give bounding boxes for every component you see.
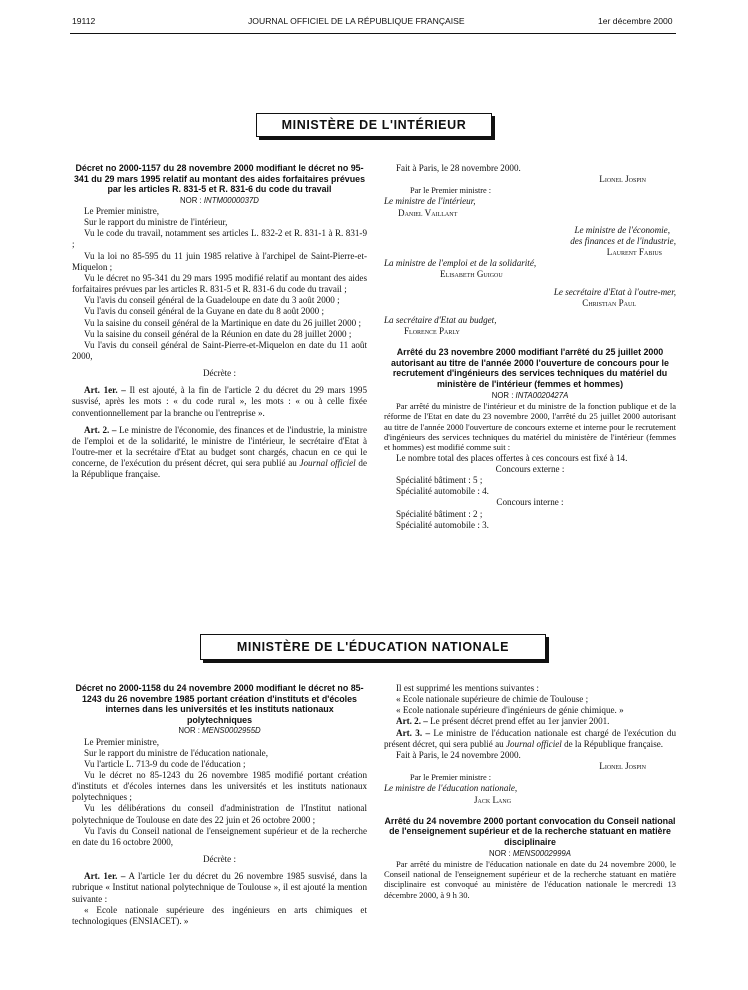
decret-1158-article-1: Art. 1er. – A l'article 1er du décret du 26 novembre 1985 susvisé, dans la rubrique « Institut national polytechnique de Toulouse », il est ajouté la mention suivante : bbox=[72, 871, 367, 904]
arrete-interieur-body: Par arrêté du ministre de l'intérieur et du ministre de la fonction publique et de la réforme de l'Etat en date du 23 novembre 2000, l'arrêté du 25 juillet 2000 autorisant au titre de l'année 2000 l'ouverture de concours externe et interne pour le recrutement d'ingénieurs des services techniques du matériel du ministère de l'intérieur (femmes et hommes) est modifié comme suit : bbox=[384, 400, 676, 453]
decret-1158-suppr-1: « Ecole nationale supérieure de chimie de Toulouse ; bbox=[396, 694, 589, 705]
concours-interne-heading: Concours interne : bbox=[496, 497, 564, 508]
decret-1158-title: Décret no 2000-1158 du 24 novembre 2000 modifiant le décret no 85-1243 du 26 novembre 1985 portant création d'instituts et d'écoles internes dans les universités et les instituts nationaux polytechniques bbox=[75, 683, 364, 725]
signature-om-title: Le secrétaire d'Etat à l'outre-mer, bbox=[553, 286, 676, 297]
decret-1158-visa: Vu l'article L. 713-9 du code de l'éducation ; bbox=[84, 758, 246, 769]
decret-1158-suppr: Il est supprimé les mentions suivantes : bbox=[396, 683, 539, 693]
signature-emploi-title: La ministre de l'emploi et de la solidarité, bbox=[384, 258, 537, 269]
concours-externe-automobile: Spécialité automobile : 4. bbox=[396, 486, 489, 497]
decret-1158-decrete: Décrète : bbox=[202, 854, 237, 865]
concours-interne-automobile: Spécialité automobile : 3. bbox=[396, 519, 489, 530]
signature-eco-title: Le ministre de l'économie, bbox=[574, 224, 670, 235]
decret-1158-par-pm: Par le Premier ministre : bbox=[410, 773, 492, 783]
decret-1157-article-2: Art. 2. – Le ministre de l'économie, des finances et de l'industrie, la ministre de l'emploi et de la solidarité, le ministre de l'intérieur, le secrétaire d'Etat à l'outre-mer et la secrétaire d'Etat au budget sont chargés, chacun en ce qui le concerne, de l'exécution du présent décret, qui sera publié au Journal officiel de la République française. bbox=[72, 424, 367, 480]
section-heading-education: MINISTÈRE DE L'ÉDUCATION NATIONALE bbox=[200, 634, 546, 660]
header-rule bbox=[70, 33, 676, 34]
decret-1157-visa: Vu la saisine du conseil général de la Réunion en date du 28 juillet 2000 ; bbox=[84, 328, 352, 339]
signature-eco-name: Laurent Fabius bbox=[606, 247, 662, 258]
decret-1158-visa: Vu le décret no 85-1243 du 26 novembre 1985 modifié portant création d'instituts et d'écoles internes dans les universités et les instituts nationaux polytechniques ; bbox=[72, 770, 367, 803]
decret-1158-fait: Fait à Paris, le 24 novembre 2000. bbox=[396, 749, 521, 760]
decret-1157-visa: Vu le code du travail, notamment ses articles L. 832-2 et R. 831-1 à R. 831-9 ; bbox=[72, 228, 367, 250]
decret-1158-suppr-2: « Ecole nationale supérieure d'ingénieurs de génie chimique. » bbox=[396, 705, 624, 716]
signature-pm-name: Lionel Jospin bbox=[599, 174, 646, 185]
decret-1158-article-2: Art. 2. – Le présent décret prend effet au 1er janvier 2001. bbox=[396, 716, 610, 727]
signature-eco-title-2: des finances et de l'industrie, bbox=[570, 235, 676, 246]
concours-externe-heading: Concours externe : bbox=[495, 463, 565, 474]
decret-1157-visa: Vu le décret no 95-341 du 29 mars 1995 modifié relatif au montant des aides forfaitaires prévues par les articles R. 831-5 et R. 831-6 du code du travail ; bbox=[72, 272, 367, 295]
decret-1158-visa: Vu les délibérations du conseil d'administration de l'Institut national polytechnique de Toulouse en date des 22 juin et 26 octobre 2000 ; bbox=[72, 803, 367, 825]
concours-interne-batiment: Spécialité bâtiment : 2 ; bbox=[396, 508, 483, 519]
arrete-interieur-title: Arrêté du 23 novembre 2000 modifiant l'arrêté du 25 juillet 2000 autorisant au titre de l'année 2000 l'ouverture de concours pour le recrutement d'ingénieurs des services techniques du matériel du ministère de l'intérieur (femmes et hommes) bbox=[391, 347, 669, 389]
section-heading-interieur: MINISTÈRE DE L'INTÉRIEUR bbox=[256, 113, 492, 137]
decret-1157-article-1: Art. 1er. – Il est ajouté, à la fin de l'article 2 du décret du 29 mars 1995 susvisé, après les mots : « du code rural », les mots : « ou à celle fixée conventionnellement par la branche ou l'entreprise ». bbox=[72, 385, 368, 418]
signature-fait: Fait à Paris, le 28 novembre 2000. bbox=[396, 163, 521, 173]
arrete-interieur-total: Le nombre total des places offertes à ces concours est fixé à 14. bbox=[396, 452, 628, 463]
journal-title: JOURNAL OFFICIEL DE LA RÉPUBLIQUE FRANÇAISE bbox=[248, 16, 465, 26]
decret-1158-line: Sur le rapport du ministre de l'éducation nationale, bbox=[84, 747, 268, 758]
concours-externe-batiment: Spécialité bâtiment : 5 ; bbox=[396, 475, 483, 486]
signature-interieur-title: Le ministre de l'intérieur, bbox=[384, 196, 476, 207]
decret-1157-title: Décret no 2000-1157 du 28 novembre 2000 modifiant le décret no 95-341 du 29 mars 1995 relatif au montant des aides forfaitaires prévues par les articles R. 831-5 et R. 831-6 du code du travail bbox=[73, 163, 366, 195]
decret-1157-nor: NOR : INTM0000037D bbox=[180, 195, 259, 205]
decret-1158-line: Le Premier ministre, bbox=[84, 736, 160, 747]
decret-1157-visa: Vu l'avis du conseil général de Saint-Pierre-et-Miquelon en date du 11 août 2000, bbox=[72, 339, 367, 361]
signature-interieur-name: Daniel Vaillant bbox=[398, 207, 458, 218]
signatures-1157 bbox=[384, 163, 676, 531]
decret-1158-article-3: Art. 3. – Le ministre de l'éducation nationale est chargé de l'exécution du présent décret, qui sera publié au Journal officiel de la République française. bbox=[384, 727, 676, 749]
signature-budget-name: Florence Parly bbox=[404, 326, 460, 337]
decret-1157-visa: Vu la loi no 85-595 du 11 juin 1985 relative à l'archipel de Saint-Pierre-et-Miquelon ; bbox=[72, 250, 367, 272]
decret-1158-edu-name: Jack Lang bbox=[474, 794, 512, 805]
decret-1158-edu-title: Le ministre de l'éducation nationale, bbox=[384, 783, 518, 794]
running-header bbox=[0, 16, 748, 30]
issue-date: 1er décembre 2000 bbox=[598, 16, 673, 26]
signature-par-pm: Par le Premier ministre : bbox=[410, 186, 492, 196]
signature-om-name: Christian Paul bbox=[582, 297, 636, 308]
decret-1157-line: Le Premier ministre, bbox=[84, 205, 160, 216]
signature-budget-title: La secrétaire d'Etat au budget, bbox=[384, 314, 497, 325]
arrete-education-body: Par arrêté du ministre de l'éducation nationale en date du 24 novembre 2000, le Conseil national de l'enseignement supérieur et de la recherche statuant en matière disciplinaire est convoqué au ministère de l'éducation nationale le mercredi 13 décembre 2000, à 9 h 30. bbox=[384, 858, 676, 900]
decret-1157-article bbox=[72, 163, 367, 481]
arrete-education-title: Arrêté du 24 novembre 2000 portant convocation du Conseil national de l'enseignement supérieur et de la recherche statuant en matière disciplinaire bbox=[384, 815, 676, 847]
decret-1158-article bbox=[72, 683, 367, 927]
page-number: 19112 bbox=[72, 16, 96, 26]
decret-1157-line: Sur le rapport du ministre de l'intérieur, bbox=[84, 217, 228, 228]
decret-1157-visa: Vu l'avis du conseil général de la Guadeloupe en date du 3 août 2000 ; bbox=[84, 295, 340, 306]
decret-1158-continued bbox=[384, 683, 676, 900]
decret-1158-visa: Vu l'avis du Conseil national de l'enseignement supérieur et de la recherche en date du 16 octobre 2000, bbox=[72, 825, 367, 847]
decret-1158-pm-name: Lionel Jospin bbox=[599, 761, 646, 772]
decret-1157-visa: Vu l'avis du conseil général de la Guyane en date du 8 août 2000 ; bbox=[84, 306, 324, 317]
decret-1158-nor: NOR : MENS0002955D bbox=[178, 726, 261, 736]
decret-1157-decrete: Décrète : bbox=[202, 368, 237, 379]
arrete-interieur-nor: NOR : INTA0020427A bbox=[491, 390, 569, 400]
decret-1157-visa: Vu la saisine du conseil général de la Martinique en date du 26 juillet 2000 ; bbox=[84, 317, 361, 328]
arrete-education-nor: NOR : MENS0002999A bbox=[489, 848, 571, 858]
signature-emploi-name: Elisabeth Guigou bbox=[440, 269, 503, 280]
decret-1158-article-1-quote: « Ecole nationale supérieure des ingénieurs en arts chimiques et technologiques (ENSIACET). » bbox=[72, 904, 367, 926]
